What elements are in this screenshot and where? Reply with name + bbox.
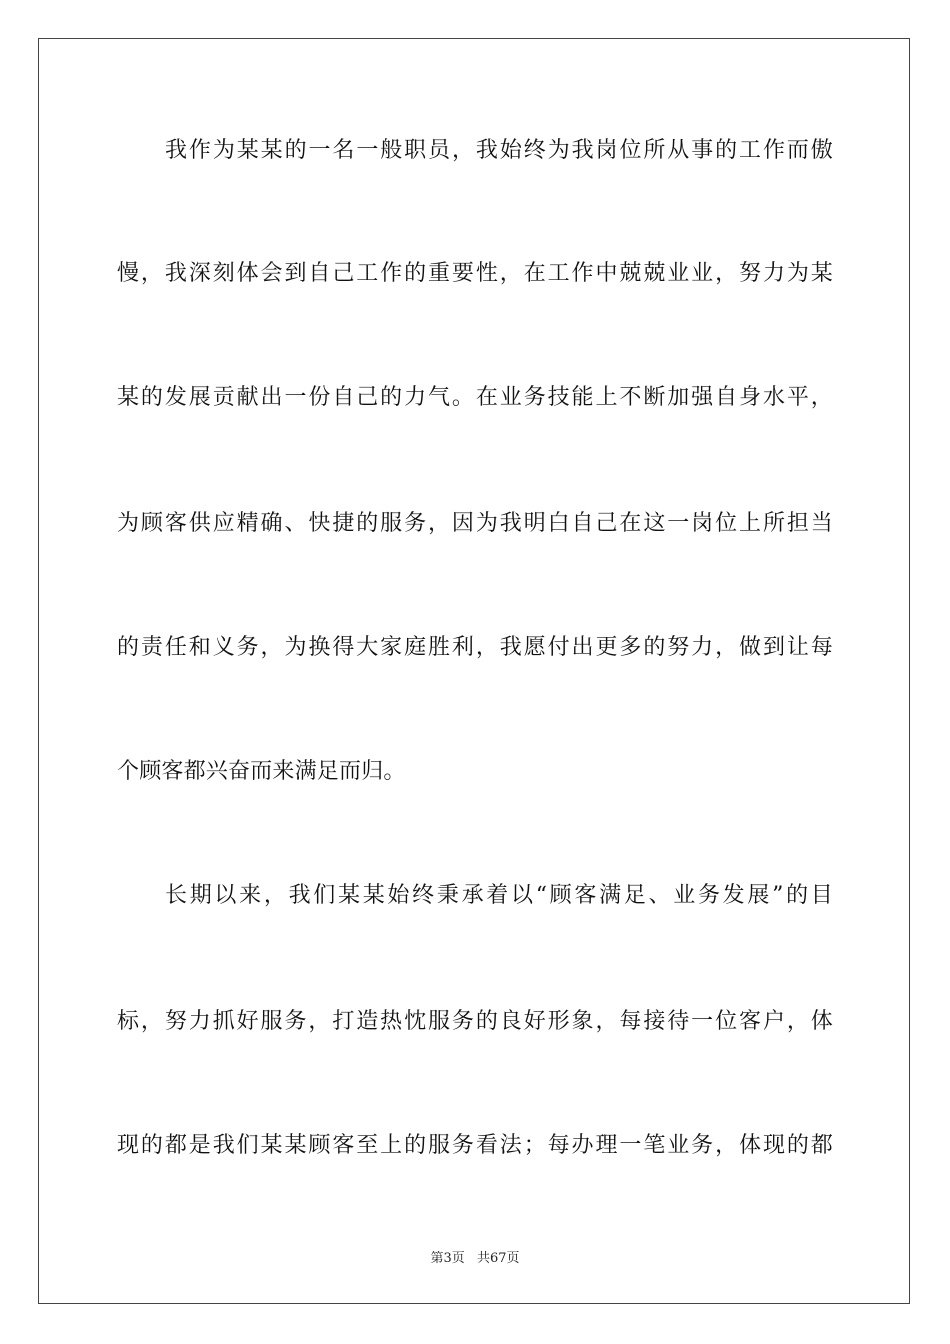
total-pages: 共67页 <box>476 1251 520 1266</box>
page-frame <box>38 38 910 1304</box>
paragraph-1-line-3: 某的发展贡献出一份自己的力气。在业务技能上不断加强自身水平， <box>117 385 833 410</box>
page-number: 第3页 <box>430 1251 465 1266</box>
paragraph-1-line-4: 为顾客供应精确、快捷的服务，因为我明白自己在这一岗位上所担当 <box>117 511 833 536</box>
paragraph-1-line-1: 我作为某某的一名一般职员，我始终为我岗位所从事的工作而傲 <box>165 138 833 163</box>
paragraph-1-line-5: 的责任和义务，为换得大家庭胜利，我愿付出更多的努力，做到让每 <box>117 635 833 660</box>
page-footer <box>0 1247 950 1266</box>
paragraph-2-line-2: 标，努力抓好服务，打造热忱服务的良好形象，每接待一位客户，体 <box>117 1009 833 1034</box>
paragraph-1-line-6: 个顾客都兴奋而来满足而归。 <box>117 759 406 784</box>
paragraph-2-line-1: 长期以来，我们某某始终秉承着以“顾客满足、业务发展”的目 <box>165 883 833 908</box>
paragraph-1-line-2: 慢，我深刻体会到自己工作的重要性，在工作中兢兢业业，努力为某 <box>117 261 833 286</box>
paragraph-2-line-3: 现的都是我们某某顾客至上的服务看法；每办理一笔业务，体现的都 <box>117 1133 833 1158</box>
